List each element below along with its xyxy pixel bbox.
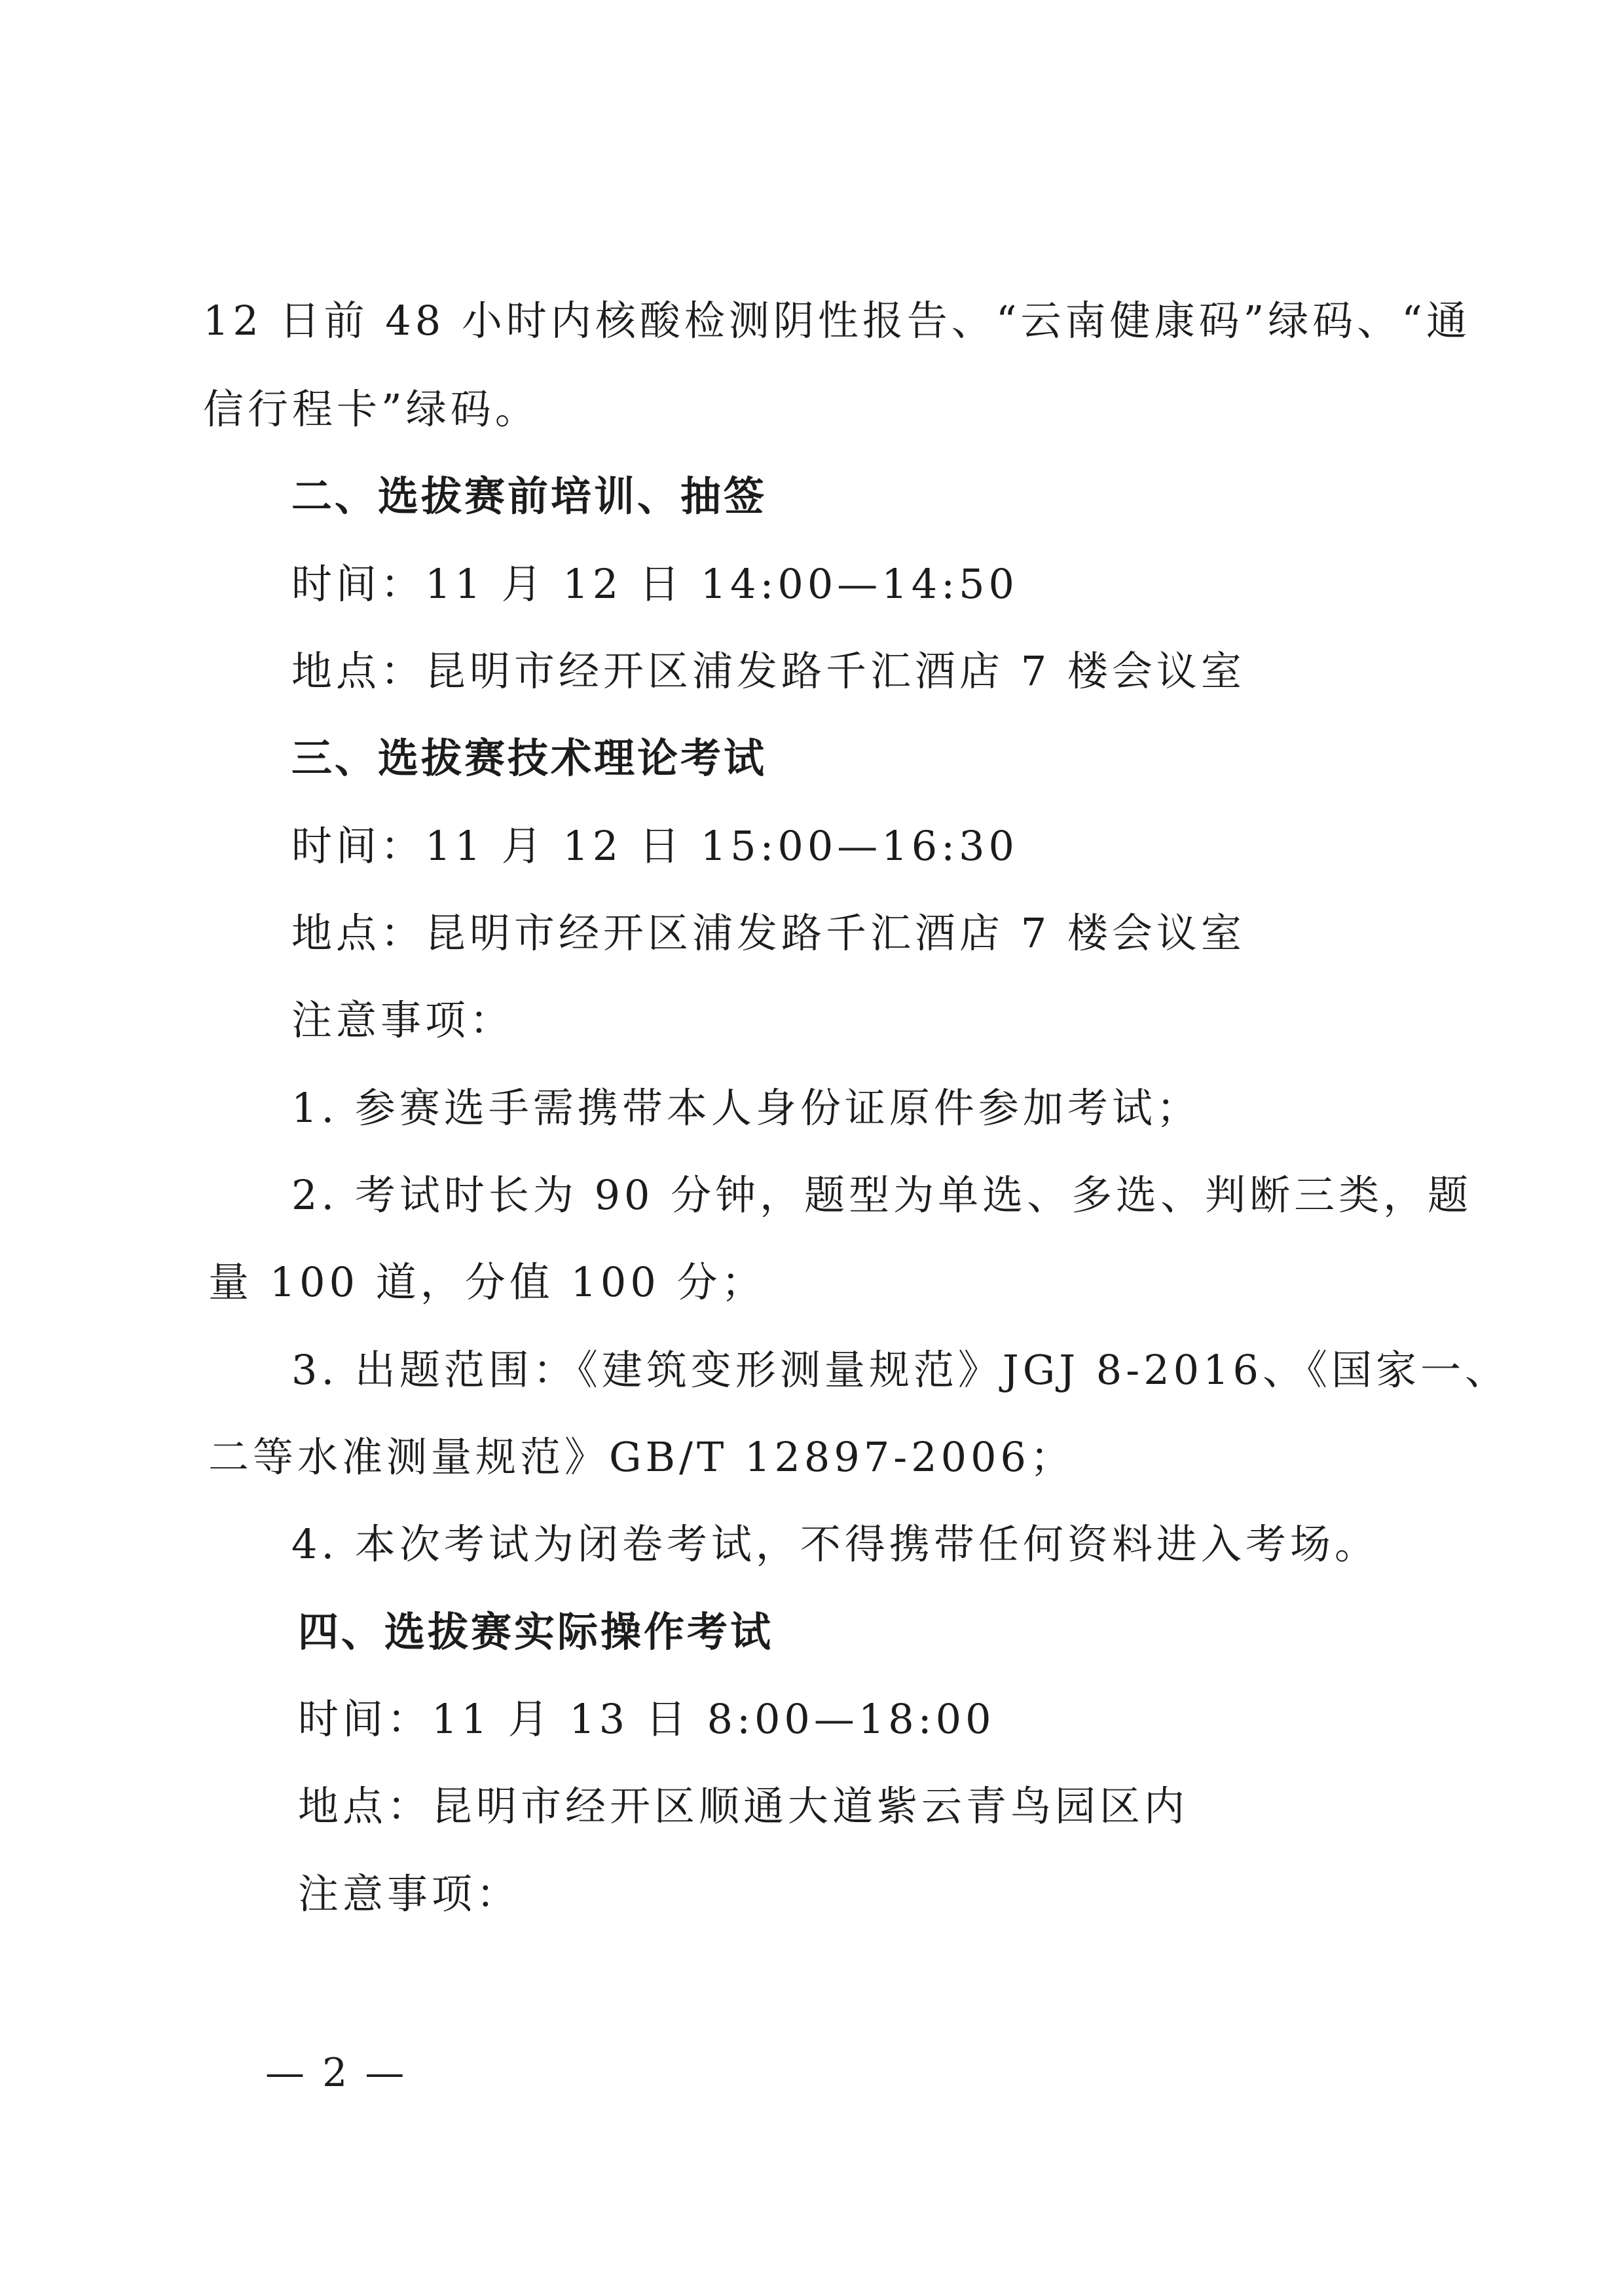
training-location: 地点：昆明市经开区浦发路千汇酒店 7 楼会议室 xyxy=(291,647,1246,695)
theory-exam-time: 时间：11 月 12 日 15:00—16:30 xyxy=(291,822,1018,870)
practical-exam-location: 地点：昆明市经开区顺通大道紫云青鸟园区内 xyxy=(298,1782,1189,1830)
page-number: — 2 — xyxy=(265,2050,407,2096)
practical-exam-time: 时间：11 月 13 日 8:00—18:00 xyxy=(298,1695,995,1743)
note-item-2-cont: 量 100 道，分值 100 分； xyxy=(208,1258,766,1306)
note-item-1: 1. 参赛选手需携带本人身份证原件参加考试； xyxy=(291,1084,1201,1132)
notes-label-2: 注意事项： xyxy=(298,1870,521,1918)
note-item-3-cont: 二等水准测量规范》GB/T 12897-2006； xyxy=(208,1433,1075,1481)
training-time: 时间：11 月 12 日 14:00—14:50 xyxy=(291,560,1018,608)
theory-exam-location: 地点：昆明市经开区浦发路千汇酒店 7 楼会议室 xyxy=(291,909,1246,957)
note-item-2: 2. 考试时长为 90 分钟，题型为单选、多选、判断三类，题 xyxy=(291,1171,1473,1219)
section-heading-2: 二、选拔赛前培训、抽签 xyxy=(291,472,767,520)
section-heading-3: 三、选拔赛技术理论考试 xyxy=(291,734,767,782)
note-item-4: 4. 本次考试为闭卷考试，不得携带任何资料进入考场。 xyxy=(291,1520,1379,1568)
body-line-1: 12 日前 48 小时内核酸检测阴性报告、“云南健康码”绿码、“通 xyxy=(203,297,1471,345)
body-line-2: 信行程卡”绿码。 xyxy=(203,385,540,433)
notes-label-1: 注意事项： xyxy=(291,996,515,1044)
section-heading-4: 四、选拔赛实际操作考试 xyxy=(298,1608,774,1656)
note-item-3: 3. 出题范围：《建筑变形测量规范》JGJ 8-2016、《国家一、 xyxy=(291,1346,1509,1394)
